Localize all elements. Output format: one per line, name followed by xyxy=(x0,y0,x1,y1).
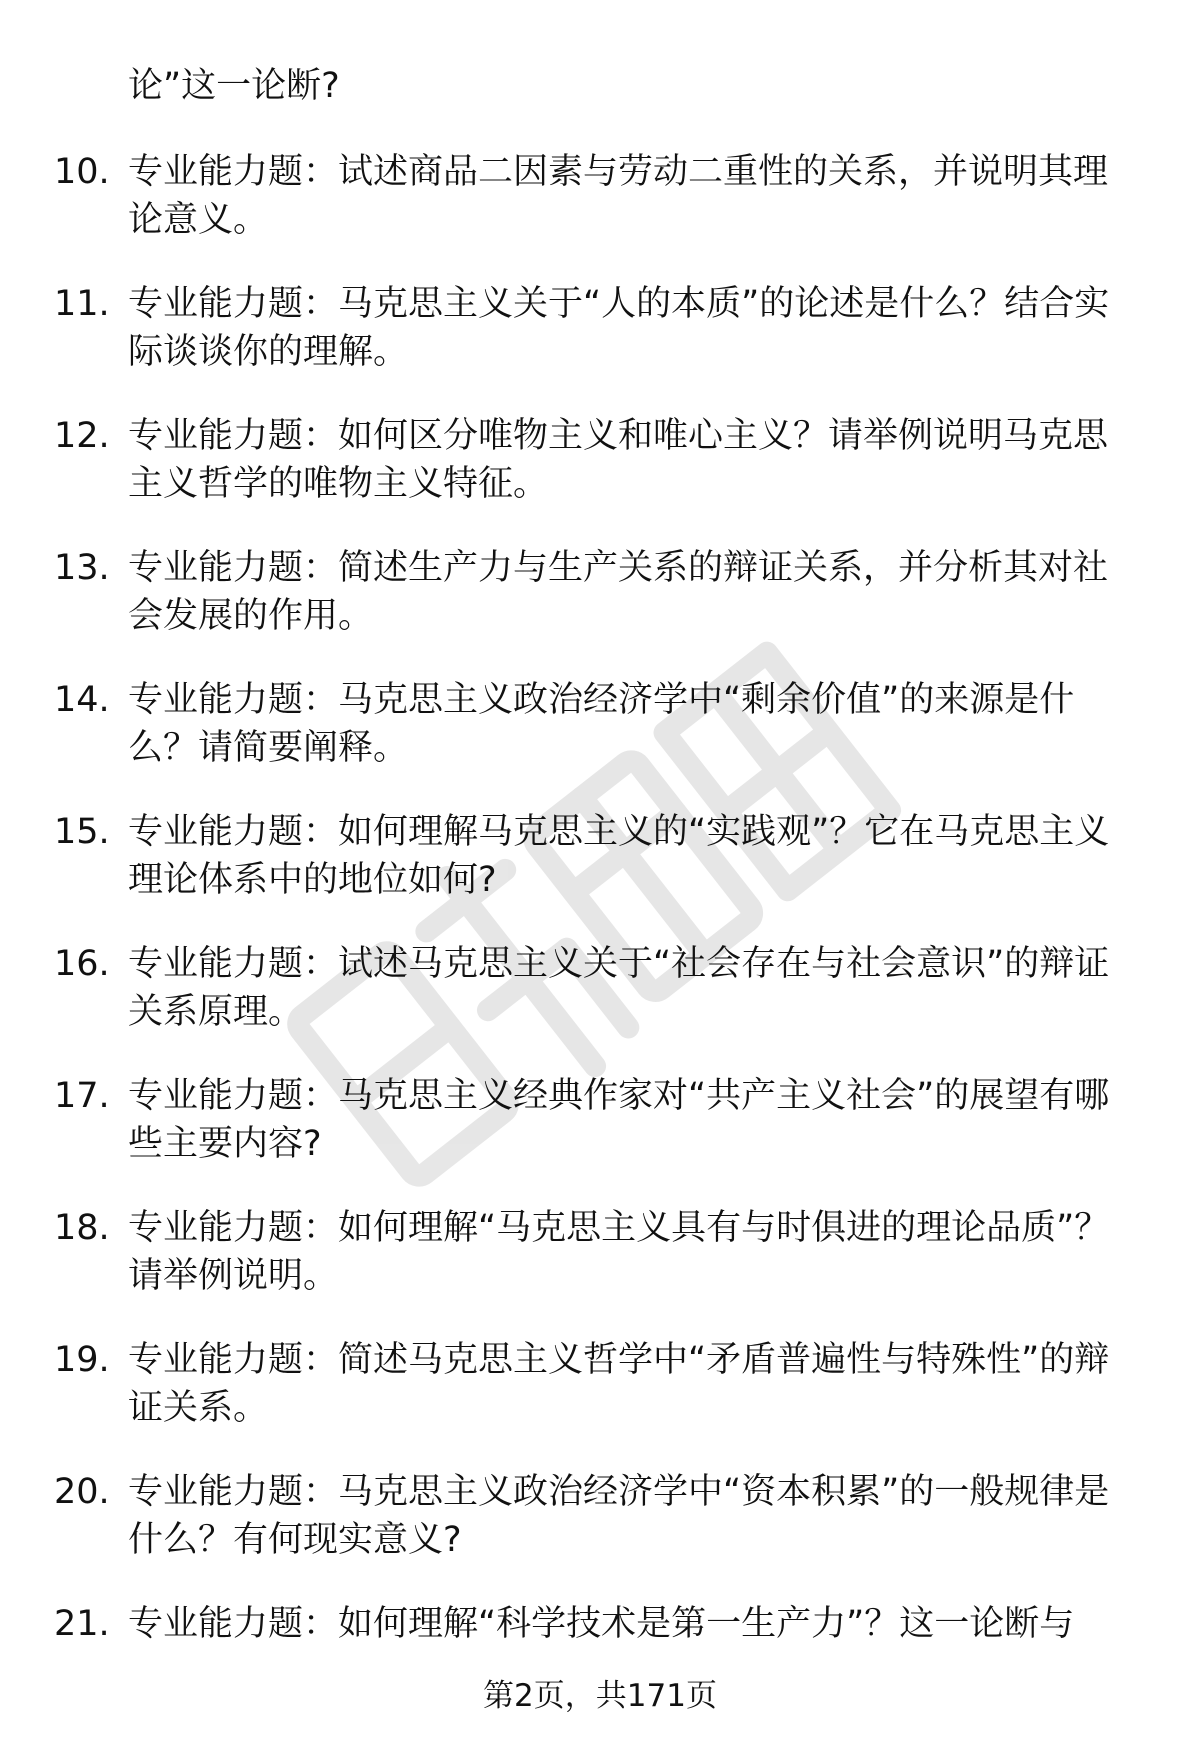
item-text: 专业能力题：马克思主义关于“人的本质”的论述是什么？结合实际谈谈你的理解。 xyxy=(128,284,1110,372)
item-text: 专业能力题：如何理解马克思主义的“实践观”？它在马克思主义理论体系中的地位如何? xyxy=(128,812,1110,900)
item-number: 16. xyxy=(54,944,110,984)
continuation-line: 论”这一论断? xyxy=(128,66,340,106)
list-item xyxy=(0,1204,1200,1336)
list-item xyxy=(0,412,1200,544)
item-number: 19. xyxy=(54,1340,110,1380)
item-number: 21. xyxy=(54,1604,110,1644)
item-text: 专业能力题：如何理解“马克思主义具有与时俱进的理论品质”？请举例说明。 xyxy=(128,1208,1110,1296)
item-number: 13. xyxy=(54,548,110,588)
item-text: 专业能力题：马克思主义政治经济学中“剩余价值”的来源是什么？请简要阐释。 xyxy=(128,680,1075,768)
item-text: 专业能力题：试述商品二因素与劳动二重性的关系，并说明其理论意义。 xyxy=(128,152,1109,240)
item-text: 专业能力题：马克思主义经典作家对“共产主义社会”的展望有哪些主要内容? xyxy=(128,1076,1110,1164)
item-number: 11. xyxy=(54,284,110,324)
item-text: 专业能力题：如何区分唯物主义和唯心主义？请举例说明马克思主义哲学的唯物主义特征。 xyxy=(128,416,1109,504)
list-item xyxy=(0,148,1200,280)
item-number: 14. xyxy=(54,680,110,720)
question-list xyxy=(0,148,1200,1732)
item-text: 专业能力题：试述马克思主义关于“社会存在与社会意识”的辩证关系原理。 xyxy=(128,944,1110,1032)
item-text: 专业能力题：如何理解“科学技术是第一生产力”？这一论断与 xyxy=(128,1604,1075,1644)
list-item xyxy=(0,1468,1200,1600)
list-item xyxy=(0,280,1200,412)
item-number: 10. xyxy=(54,152,110,192)
item-number: 20. xyxy=(54,1472,110,1512)
item-number: 18. xyxy=(54,1208,110,1248)
item-number: 15. xyxy=(54,812,110,852)
list-item xyxy=(0,1336,1200,1468)
list-item xyxy=(0,940,1200,1072)
page-footer: 第2页，共171页 xyxy=(483,1678,717,1714)
item-text: 专业能力题：简述生产力与生产关系的辩证关系，并分析其对社会发展的作用。 xyxy=(128,548,1109,636)
list-item xyxy=(0,544,1200,676)
list-item xyxy=(0,1072,1200,1204)
item-number: 12. xyxy=(54,416,110,456)
item-number: 17. xyxy=(54,1076,110,1116)
item-text: 专业能力题：简述马克思主义哲学中“矛盾普遍性与特殊性”的辩证关系。 xyxy=(128,1340,1110,1428)
list-item xyxy=(0,808,1200,940)
list-item xyxy=(0,676,1200,808)
item-text: 专业能力题：马克思主义政治经济学中“资本积累”的一般规律是什么？有何现实意义? xyxy=(128,1472,1110,1560)
